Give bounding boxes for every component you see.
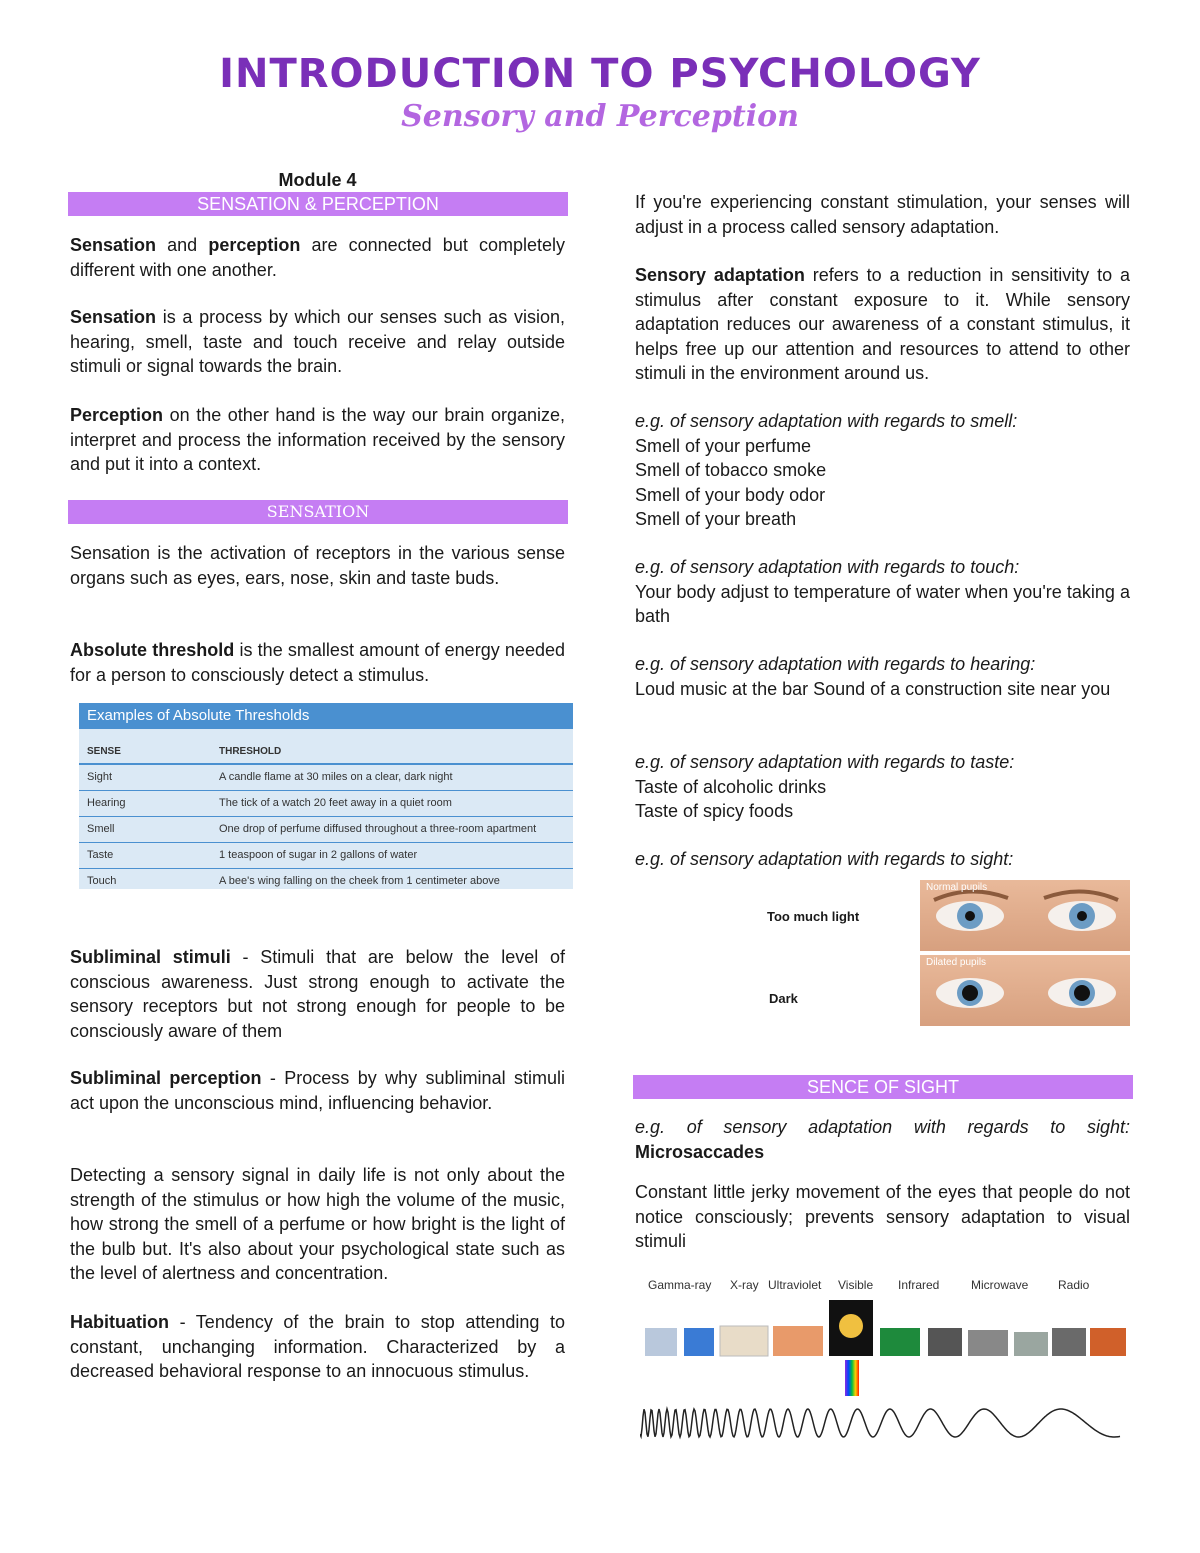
example-text: Loud music at the bar Sound of a construction site near you: [635, 678, 1111, 699]
spectrum-label: Microwave: [971, 1278, 1029, 1292]
paragraph: Absolute threshold is the smallest amount of energy needed for a person to consciously detect a stimulus.: [70, 640, 565, 685]
eyes-image-dilated: [920, 955, 1130, 1026]
example-text: Your body adjust to temperature of water when you're taking a bath: [635, 581, 1130, 626]
table-cell: Taste: [87, 849, 114, 861]
spectrum-label: Ultraviolet: [768, 1278, 822, 1292]
paragraph: Habituation - Tendency of the brain to stop attending to constant, unchanging information. Characterized by a decreased behavioral response to an innocuous stimulus.: [70, 1312, 565, 1381]
smell-examples: [635, 409, 1130, 532]
absolute-threshold-table: [79, 703, 573, 889]
module-label: Module 4: [278, 170, 357, 190]
page-title: INTRODUCTION TO PSYCHOLOGY: [219, 51, 981, 97]
eye-label-light: Too much light: [767, 909, 860, 924]
spectrum-label: Visible: [838, 1278, 874, 1292]
page-header: [0, 50, 1200, 136]
example-heading: e.g. of sensory adaptation with regards to smell:: [635, 411, 1018, 431]
table-cell: Smell: [87, 823, 115, 835]
table-cell: Touch: [87, 875, 117, 887]
paragraph: If you're experiencing constant stimulation, your senses will adjust in a process called sensory adaptation.: [635, 192, 1130, 237]
paragraph: Sensation is a process by which our senses such as vision, hearing, smell, taste and touch receive and relay outside stimuli or signal towards the brain.: [70, 307, 565, 376]
eye-caption: Normal pupils: [926, 882, 988, 893]
example-heading: e.g. of sensory adaptation with regards to touch:: [635, 557, 1020, 577]
paragraph: Detecting a sensory signal in daily life is not only about the strength of the stimulus or how high the volume of the music, how strong the smell of a perfume or how bright is the light of the bulb but. It's also about your psychological state such as the level of alertness and concentration.: [70, 1165, 565, 1283]
paragraph: Subliminal perception - Process by why subliminal stimuli act upon the unconscious mind, influencing behavior.: [70, 1068, 565, 1113]
list-item: Smell of your breath: [635, 509, 797, 529]
example-heading: e.g. of sensory adaptation with regards to hearing:: [635, 654, 1036, 674]
touch-examples: [635, 555, 1130, 629]
section-bar-sensation: SENSATION: [68, 500, 568, 524]
list-item: Smell of your perfume: [635, 435, 812, 456]
list-item: Smell of tobacco smoke: [635, 460, 827, 480]
page-subtitle: Sensory and Perception: [401, 99, 799, 134]
table-row: [79, 843, 573, 869]
paragraph: Sensation is the activation of receptors in the various sense organs such as eyes, ears, nose, skin and taste buds.: [70, 543, 565, 588]
table-row: [79, 765, 573, 791]
spectrum-label: Radio: [1058, 1278, 1090, 1292]
spectrum-label: Infrared: [898, 1278, 940, 1292]
table-cell: Hearing: [87, 797, 126, 809]
table-row: [79, 791, 573, 817]
section-bar-sensation-perception: SENSATION & PERCEPTION: [68, 192, 568, 216]
example-heading: e.g. of sensory adaptation with regards to taste:: [635, 752, 1015, 772]
paragraph: e.g. of sensory adaptation with regards to sight: Microsaccades: [635, 1117, 1130, 1162]
table-row: [79, 817, 573, 843]
list-item: Taste of alcoholic drinks: [635, 776, 827, 797]
table-cell: Sight: [87, 771, 113, 783]
table-cell: One drop of perfume diffused throughout a three-room apartment: [219, 823, 537, 835]
table-title: Examples of Absolute Thresholds: [79, 703, 573, 729]
eye-label-dark: Dark: [769, 991, 798, 1006]
table-header-cell: SENSE: [87, 746, 121, 757]
table-cell: The tick of a watch 20 feet away in a quiet room: [219, 797, 452, 809]
table-header-row: [79, 741, 573, 765]
section-bar-sense-of-sight: SENCE OF SIGHT: [633, 1075, 1133, 1099]
eyes-image-normal: [920, 880, 1130, 951]
list-item: Smell of your body odor: [635, 484, 826, 505]
spectrum-graphic: [640, 1298, 1130, 1443]
table-row: [79, 869, 573, 894]
table-header-cell: THRESHOLD: [219, 746, 282, 757]
paragraph: Subliminal stimuli - Stimuli that are below the level of conscious awareness. Just strong enough to activate the sensory receptors but not strong enough for people to be consciously aware of them: [70, 947, 565, 1041]
eye-caption: Dilated pupils: [926, 957, 987, 968]
paragraph: Sensation and perception are connected but completely different with one another.: [70, 235, 565, 280]
example-heading: e.g. of sensory adaptation with regards to sight:: [635, 849, 1014, 869]
spectrum-label: X-ray: [730, 1278, 759, 1292]
paragraph: Constant little jerky movement of the eyes that people do not notice consciously; prevents sensory adaptation to visual stimuli: [635, 1182, 1130, 1251]
table-cell: 1 teaspoon of sugar in 2 gallons of water: [219, 849, 418, 861]
list-item: Taste of spicy foods: [635, 801, 794, 821]
hearing-examples: [635, 652, 1130, 701]
taste-examples: [635, 750, 1130, 824]
paragraph: Perception on the other hand is the way our brain organize, interpret and process the information received by the sensory and put it into a context.: [70, 405, 565, 474]
table-cell: A candle flame at 30 miles on a clear, dark night: [219, 771, 453, 783]
paragraph: Sensory adaptation refers to a reduction in sensitivity to a stimulus after constant exposure to it. While sensory adaptation reduces our awareness of a constant stimulus, it helps free up our attention and resources to attend to other stimuli in the environment around us.: [635, 265, 1130, 383]
table-cell: A bee's wing falling on the cheek from 1 centimeter above: [219, 875, 500, 887]
sight-examples: [635, 847, 1130, 872]
spectrum-label: Gamma-ray: [648, 1278, 712, 1292]
